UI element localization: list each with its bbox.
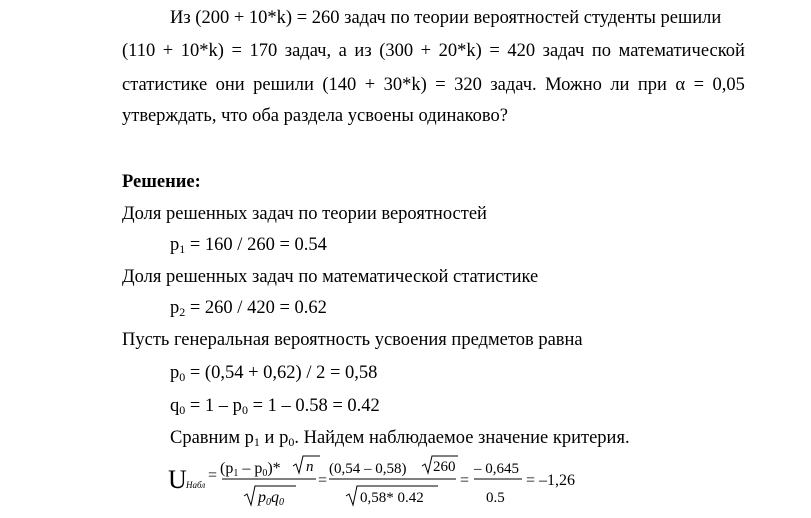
fraction2-denominator: 0,58* 0.42: [360, 490, 424, 506]
formula-eq-2: =: [318, 472, 328, 489]
p2-equation: $p_2 = 260 / 420 = 0.62$: [170, 298, 327, 319]
fraction1-numerator: (p1 – p0)*: [220, 460, 281, 479]
compare-sentence: Сравним $p_1$ и $p_0$. Найдем наблюдаемое значение критерия.: [170, 428, 630, 449]
problem-line-1: Из (200 + 10*k) = 260 задач по теории вероятностей студенты решили: [170, 8, 722, 28]
formula-graphic: [168, 452, 588, 512]
q0-equation: $q_0 = 1 - p_0 = 1 - 0.58 = 0.42$: [170, 396, 380, 417]
fraction2-numerator: (0,54 – 0,58): [329, 461, 407, 477]
fraction3-denominator: 0.5: [486, 490, 505, 506]
formula-eq-1: =: [208, 467, 218, 484]
fraction2-root-value: 260: [433, 459, 456, 475]
p1-equation: $p_1 = 160 / 260 = 0.54$: [170, 235, 327, 256]
formula-eq-3: =: [460, 472, 470, 489]
problem-line-3: статистике они решили (140 + 30*k) = 320 задач. Можно ли при α = 0,05: [122, 75, 745, 95]
problem-line-2: (110 + 10*k) = 170 задач, а из (300 + 20*k) = 420 задач по математической: [122, 41, 745, 61]
formula-u-symbol: U: [168, 465, 187, 494]
problem-line-4: утверждать, что оба раздела усвоены одинаково?: [122, 106, 508, 126]
general-probability-label: Пусть генеральная вероятность усвоения предметов равна: [122, 330, 583, 350]
share-theory-label: Доля решенных задач по теории вероятностей: [122, 204, 487, 224]
formula-u-subscript: Набл: [186, 480, 206, 490]
formula-result: = –1,26: [526, 472, 576, 489]
share-statistics-label: Доля решенных задач по математической статистике: [122, 267, 539, 287]
solution-heading: Решение:: [122, 172, 201, 192]
fraction1-root-n: n: [306, 459, 314, 475]
p0-equation: $p_0 = (0,54 + 0,62) / 2 = 0,58$: [170, 363, 378, 384]
fraction1-denominator: p0q0: [258, 489, 284, 508]
test-statistic-formula: [168, 452, 588, 512]
fraction3-numerator: – 0,645: [474, 461, 519, 477]
